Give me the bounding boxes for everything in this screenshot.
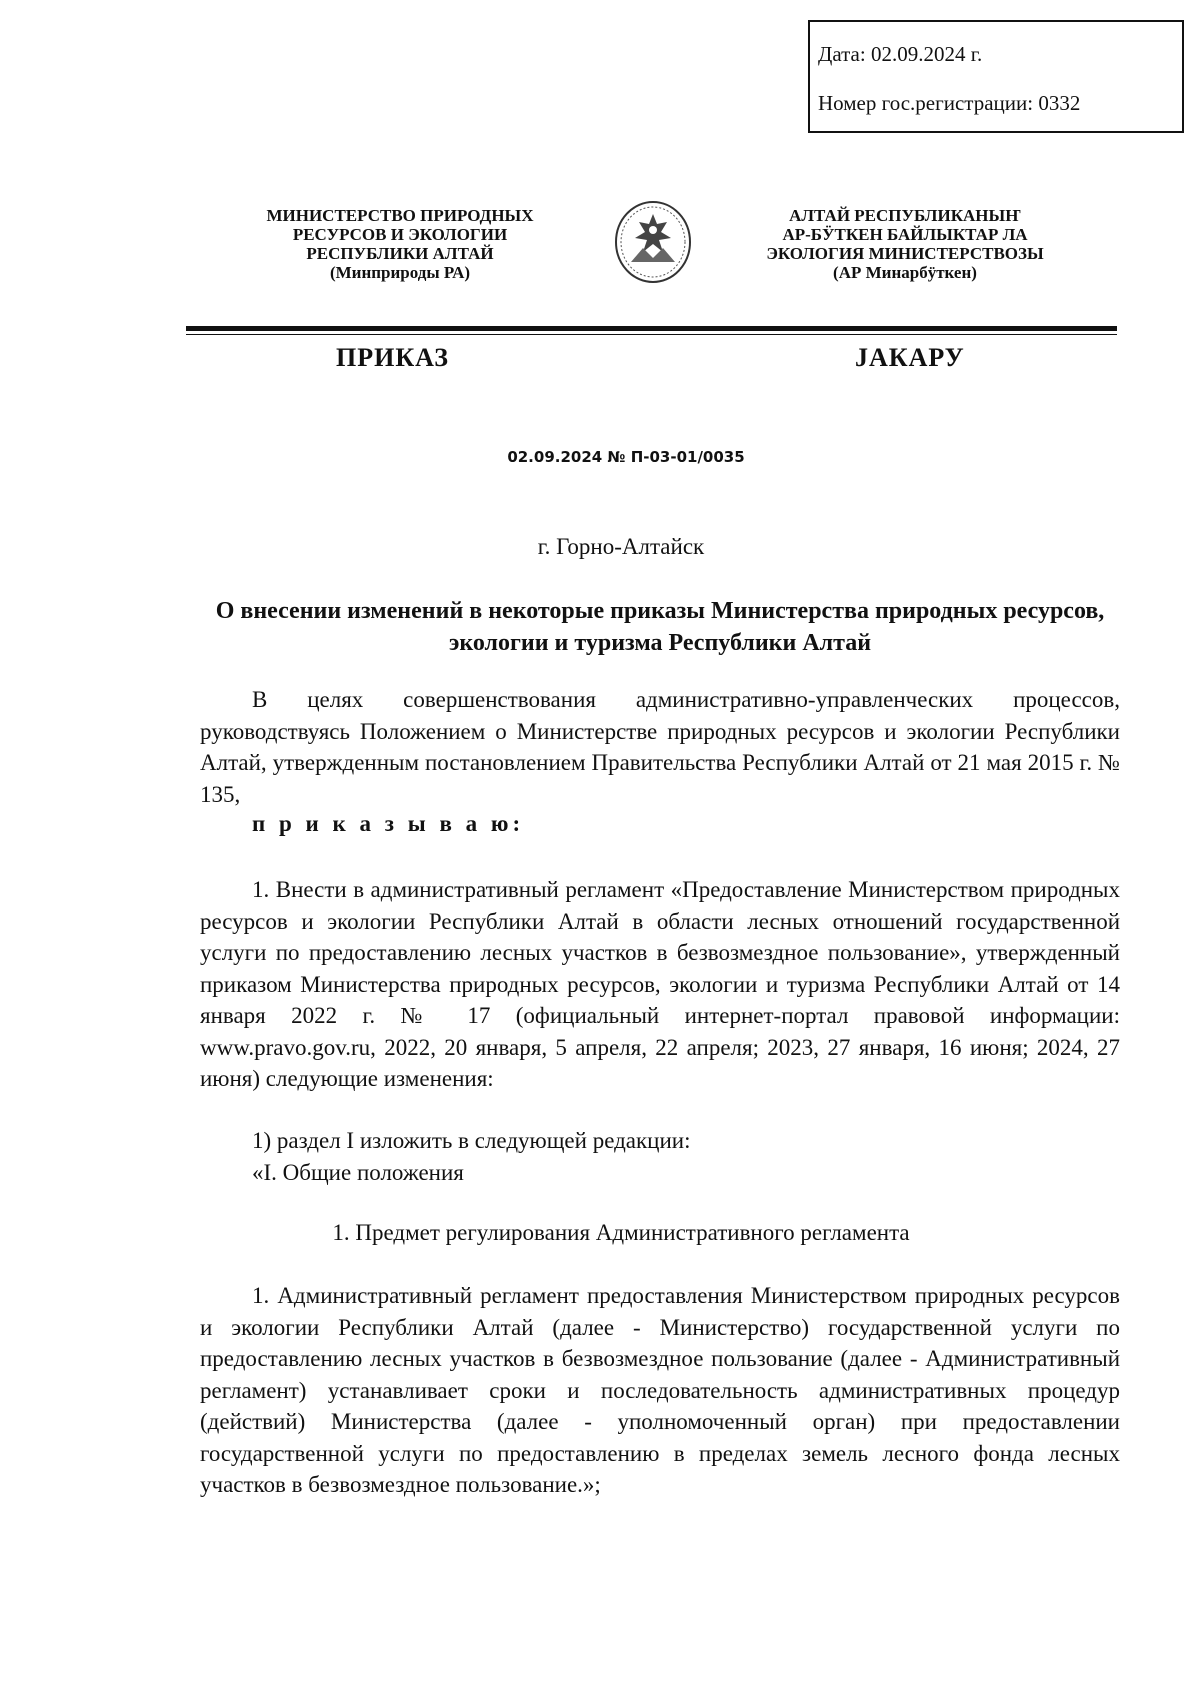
section-i-heading: «I. Общие положения [252, 1160, 464, 1185]
ministry-ru-line: МИНИСТЕРСТВО ПРИРОДНЫХ [266, 206, 534, 225]
regulation-paragraph: 1. Административный регламент предоставления Министерством природных ресурсов и экологии Республики Алтай (далее - Министерство) государственной услуги по предоставлению лесных участков в безвозмездное пользование (далее - Административный регламент) устанавливает сроки и последовательность административных процедур (действий) Министерства (далее - уполномоченный орган) при предоставлении государственной услуги по предоставлению в пределах земель лесного фонда лесных участков в безвозмездное пользование.»; [200, 1283, 1120, 1497]
document-title: О внесении изменений в некоторые приказы Министерства природных ресурсов, экологии и туризма Республики Алтай [215, 598, 1105, 656]
registration-date-value: 02.09.2024 г. [870, 42, 983, 66]
ministry-ru-line: РЕСПУБЛИКИ АЛТАЙ [306, 244, 494, 263]
registration-date-line [818, 44, 1182, 65]
registration-stamp [808, 20, 1184, 133]
subitem-1: 1) раздел I изложить в следующей редакции: [252, 1128, 691, 1153]
ministry-ru-short: (Минприроды РА) [329, 263, 471, 282]
ministry-name-altai [715, 206, 1095, 282]
ministry-ru-line: РЕСУРСОВ И ЭКОЛОГИИ [292, 225, 508, 244]
order-label-russian: ПРИКАЗ [336, 343, 450, 372]
ministry-alt-line: АР-БӰТКЕН БАЙЛЫКТАР ЛА [782, 225, 1028, 244]
ministry-alt-line: АЛТАЙ РЕСПУБЛИКАНЫҤ [789, 206, 1021, 225]
altai-republic-emblem-icon [613, 200, 693, 284]
order-label-altai: JАКАРУ [855, 343, 965, 372]
registration-number-line [818, 93, 1182, 114]
registration-number-label: Номер гос.регистрации: [818, 91, 1034, 115]
city-name: г. Горно-Алтайск [537, 534, 705, 559]
intro-paragraph: В целях совершенствования административно-управленческих процессов, руководствуясь Положением о Министерстве природных ресурсов и экологии Республики Алтай, утвержденным постановлением Правительства Республики Алтай от 21 мая 2015 г. № 135, [200, 687, 1120, 807]
ministry-alt-line: ЭКОЛОГИЯ МИНИСТЕРСТВОЗЫ [766, 244, 1044, 263]
header-divider-thick [186, 326, 1117, 331]
subsection-heading: 1. Предмет регулирования Административного регламента [332, 1220, 910, 1245]
decree-word: п р и к а з ы в а ю: [252, 811, 525, 836]
ministry-alt-short: (АР Минарбӱткен) [833, 263, 977, 282]
header-divider-thin [186, 334, 1117, 335]
registration-number-value: 0332 [1038, 91, 1081, 115]
order-number: 02.09.2024 № П-03-01/0035 [507, 448, 745, 466]
item-1-paragraph: 1. Внести в административный регламент «Предоставление Министерством природных ресурсов и экологии Республики Алтай в области лесных отношений государственной услуги по предоставлению лесных участков в безвозмездное пользование», утвержденный приказом Министерства природных ресурсов, экологии и туризма Республики Алтай от 14 января 2022 г. № 17 (официальный интернет-портал правовой информации: www.pravo.gov.ru, 2022, 20 января, 5 апреля, 22 апреля; 2023, 27 января, 16 июня; 2024, 27 июня) следующие изменения: [200, 877, 1120, 1091]
registration-date-label: Дата: [818, 42, 866, 66]
ministry-name-russian [210, 206, 590, 282]
